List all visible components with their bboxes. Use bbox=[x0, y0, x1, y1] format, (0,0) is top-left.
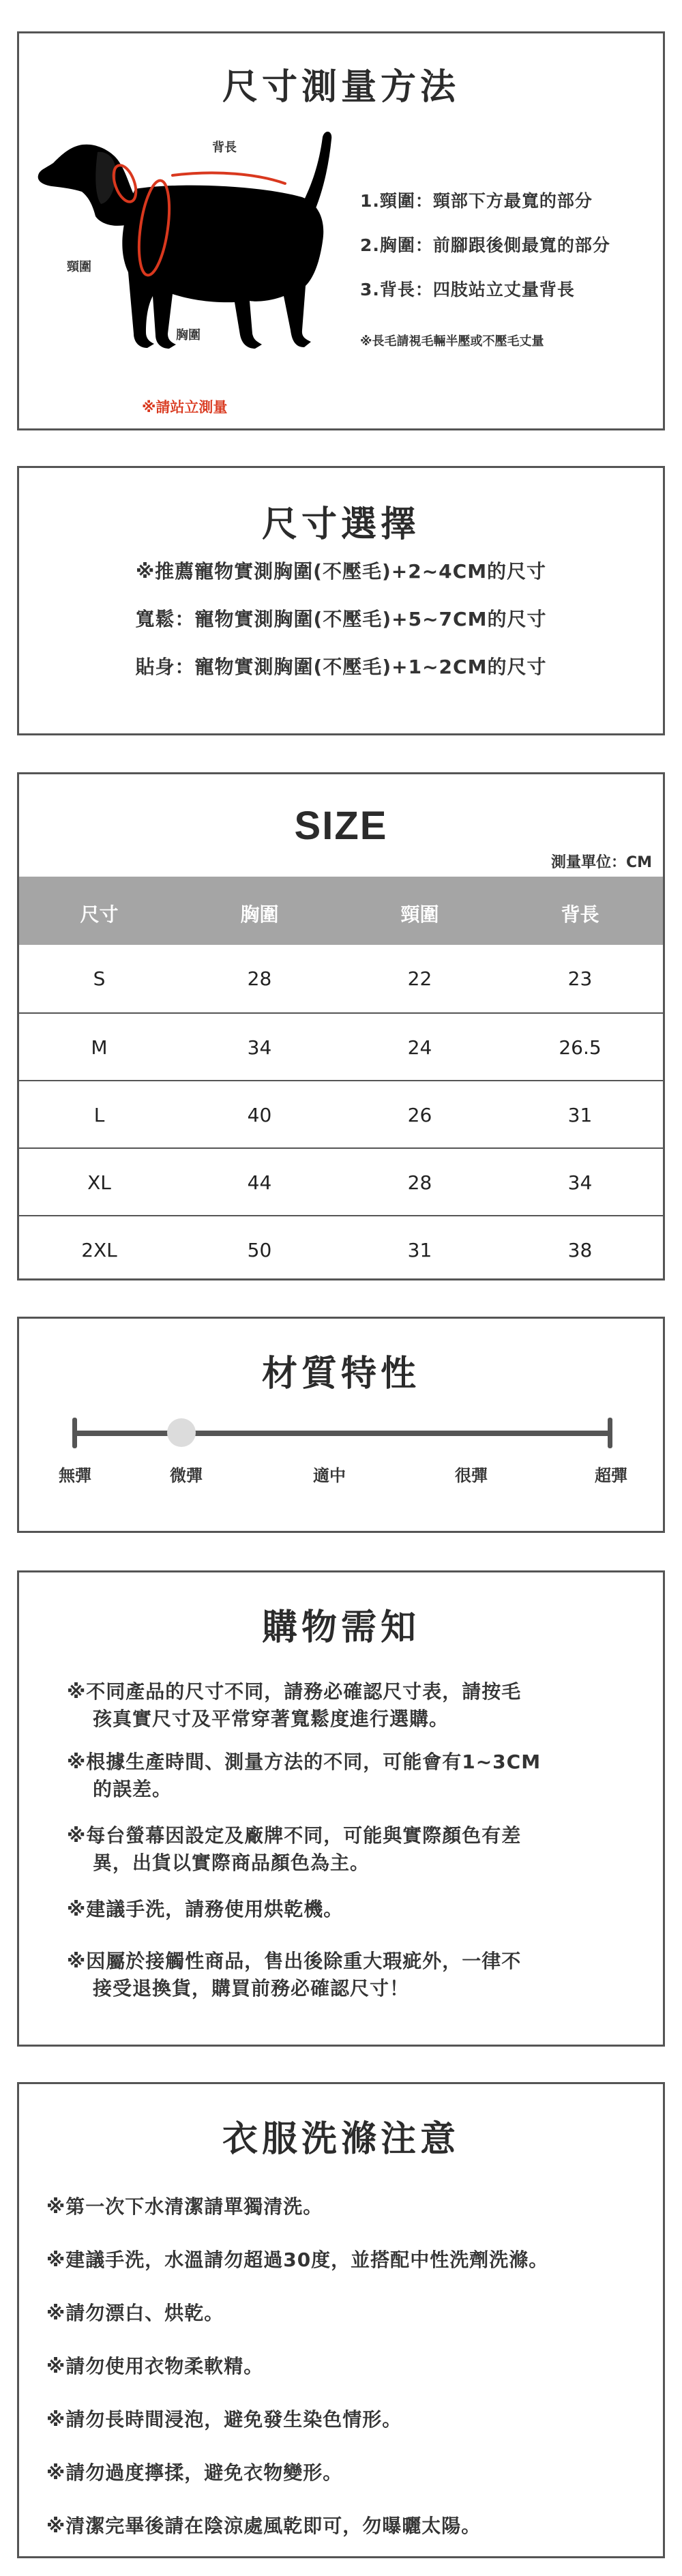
cell-chest: 28 bbox=[247, 967, 272, 990]
chest-label: 胸圍 bbox=[176, 328, 201, 342]
table-row bbox=[19, 945, 663, 1012]
dog-head bbox=[38, 145, 135, 226]
cell-size: M bbox=[91, 1036, 108, 1059]
cell-neck: 26 bbox=[407, 1104, 432, 1126]
shopping-notice-panel bbox=[17, 1570, 665, 2047]
cell-chest: 34 bbox=[247, 1036, 272, 1059]
wash-item: ※建議手洗，水溫請勿超過30度，並搭配中性洗劑洗滌。 bbox=[46, 2249, 549, 2271]
elasticity-slight-label: 微彈 bbox=[170, 1466, 203, 1485]
long-hair-note: ※長毛請視毛輛半壓或不壓毛丈量 bbox=[360, 334, 544, 349]
measure-panel bbox=[17, 31, 665, 430]
cell-size: L bbox=[93, 1104, 105, 1126]
cell-back: 34 bbox=[567, 1171, 593, 1194]
notice-item bbox=[67, 1948, 640, 2002]
notice-item bbox=[67, 1896, 640, 1923]
cell-neck: 31 bbox=[407, 1239, 432, 1261]
table-row bbox=[19, 1012, 663, 1080]
stand-note: ※請站立測量 bbox=[142, 399, 228, 415]
table-header-row bbox=[19, 877, 663, 945]
table-row bbox=[19, 1080, 663, 1147]
header-chest: 胸圍 bbox=[240, 903, 279, 926]
neck-label: 頸圍 bbox=[67, 260, 91, 274]
cell-neck: 28 bbox=[407, 1171, 432, 1194]
unit-note: 測量單位：CM bbox=[550, 854, 652, 871]
washing-title: 衣服洗滌注意 bbox=[222, 2119, 460, 2160]
cell-neck: 22 bbox=[407, 967, 432, 990]
back-length-label: 背長 bbox=[212, 141, 237, 155]
table-row bbox=[19, 1215, 663, 1283]
notice-line: ※每台螢幕因設定及廠牌不同，可能與實際顏色有差 bbox=[67, 1824, 522, 1847]
notice-line: 接受退換貨，購買前務必確認尺寸！ bbox=[93, 1977, 410, 2000]
notice-line: ※不同產品的尺寸不同，請務必確認尺寸表，請按毛 bbox=[67, 1680, 522, 1703]
shopping-title: 購物需知 bbox=[261, 1607, 420, 1648]
notice-line: ※因屬於接觸性商品，售出後除重大瑕疵外，一律不 bbox=[67, 1950, 522, 1972]
cell-size: 2XL bbox=[81, 1239, 117, 1261]
header-neck: 頸圍 bbox=[400, 903, 439, 926]
measure-item-neck: 1.頸圍：頸部下方最寬的部分 bbox=[360, 191, 593, 211]
header-back: 背長 bbox=[561, 903, 599, 926]
elasticity-slider-track bbox=[74, 1431, 611, 1436]
elasticity-slider-knob bbox=[167, 1418, 196, 1447]
dog-body bbox=[122, 186, 323, 349]
notice-line: ※建議手洗，請務使用烘乾機。 bbox=[67, 1898, 344, 1920]
slider-right-end bbox=[608, 1418, 612, 1448]
measure-item-chest: 2.胸圍：前腳跟後側最寬的部分 bbox=[360, 235, 610, 255]
size-choice-panel bbox=[17, 466, 665, 735]
elasticity-high-label: 很彈 bbox=[455, 1466, 488, 1485]
measure-item-back: 3.背長：四肢站立丈量背長 bbox=[360, 280, 575, 299]
material-panel bbox=[17, 1317, 665, 1533]
elasticity-none-label: 無彈 bbox=[59, 1466, 91, 1485]
slider-left-end bbox=[72, 1418, 77, 1448]
wash-item: ※請勿過度擰揉，避免衣物變形。 bbox=[46, 2461, 343, 2484]
table-row bbox=[19, 1147, 663, 1215]
wash-item: ※請勿使用衣物柔軟精。 bbox=[46, 2355, 264, 2377]
notice-line: 孩真實尺寸及平常穿著寬鬆度進行選購。 bbox=[93, 1708, 449, 1730]
back-length-line bbox=[173, 173, 285, 184]
cell-back: 23 bbox=[567, 967, 593, 990]
header-size: 尺寸 bbox=[80, 903, 119, 926]
material-title: 材質特性 bbox=[261, 1353, 420, 1394]
wash-item: ※清潔完畢後請在陰涼處風乾即可，勿曝曬太陽。 bbox=[46, 2515, 481, 2537]
notice-item bbox=[67, 1822, 640, 1877]
elasticity-medium-label: 適中 bbox=[313, 1466, 346, 1485]
cell-chest: 50 bbox=[247, 1239, 272, 1261]
cell-chest: 40 bbox=[247, 1104, 272, 1126]
measure-title: 尺寸測量方法 bbox=[222, 67, 460, 108]
cell-back: 38 bbox=[567, 1239, 593, 1261]
notice-item bbox=[67, 1678, 640, 1733]
elasticity-super-label: 超彈 bbox=[595, 1466, 627, 1485]
cell-size: S bbox=[93, 967, 106, 990]
wash-item: ※第一次下水清潔請單獨清洗。 bbox=[46, 2195, 323, 2218]
wash-item: ※請勿長時間浸泡，避免發生染色情形。 bbox=[46, 2408, 402, 2431]
size-table-panel bbox=[17, 772, 665, 1280]
washing-panel bbox=[17, 2082, 665, 2558]
size-table-title: SIZE bbox=[294, 804, 388, 848]
notice-line: ※根據生產時間、測量方法的不同，可能會有1~3CM bbox=[67, 1751, 542, 1773]
choice-loose: 寬鬆：寵物實測胸圍(不壓毛)+5~7CM的尺寸 bbox=[135, 608, 547, 630]
cell-neck: 24 bbox=[407, 1036, 432, 1059]
notice-line: 的誤差。 bbox=[93, 1778, 173, 1800]
cell-chest: 44 bbox=[247, 1171, 272, 1194]
wash-item: ※請勿漂白、烘乾。 bbox=[46, 2302, 224, 2324]
choice-fitted: 貼身：寵物實測胸圍(不壓毛)+1~2CM的尺寸 bbox=[135, 656, 547, 678]
cell-size: XL bbox=[87, 1171, 111, 1194]
cell-back: 26.5 bbox=[559, 1036, 602, 1059]
choice-recommend: ※推薦寵物實測胸圍(不壓毛)+2~4CM的尺寸 bbox=[135, 560, 547, 583]
notice-item bbox=[67, 1748, 640, 1803]
cell-back: 31 bbox=[567, 1104, 593, 1126]
size-choice-title: 尺寸選擇 bbox=[261, 504, 420, 545]
notice-line: 異，出貨以實際商品顏色為主。 bbox=[93, 1852, 370, 1874]
